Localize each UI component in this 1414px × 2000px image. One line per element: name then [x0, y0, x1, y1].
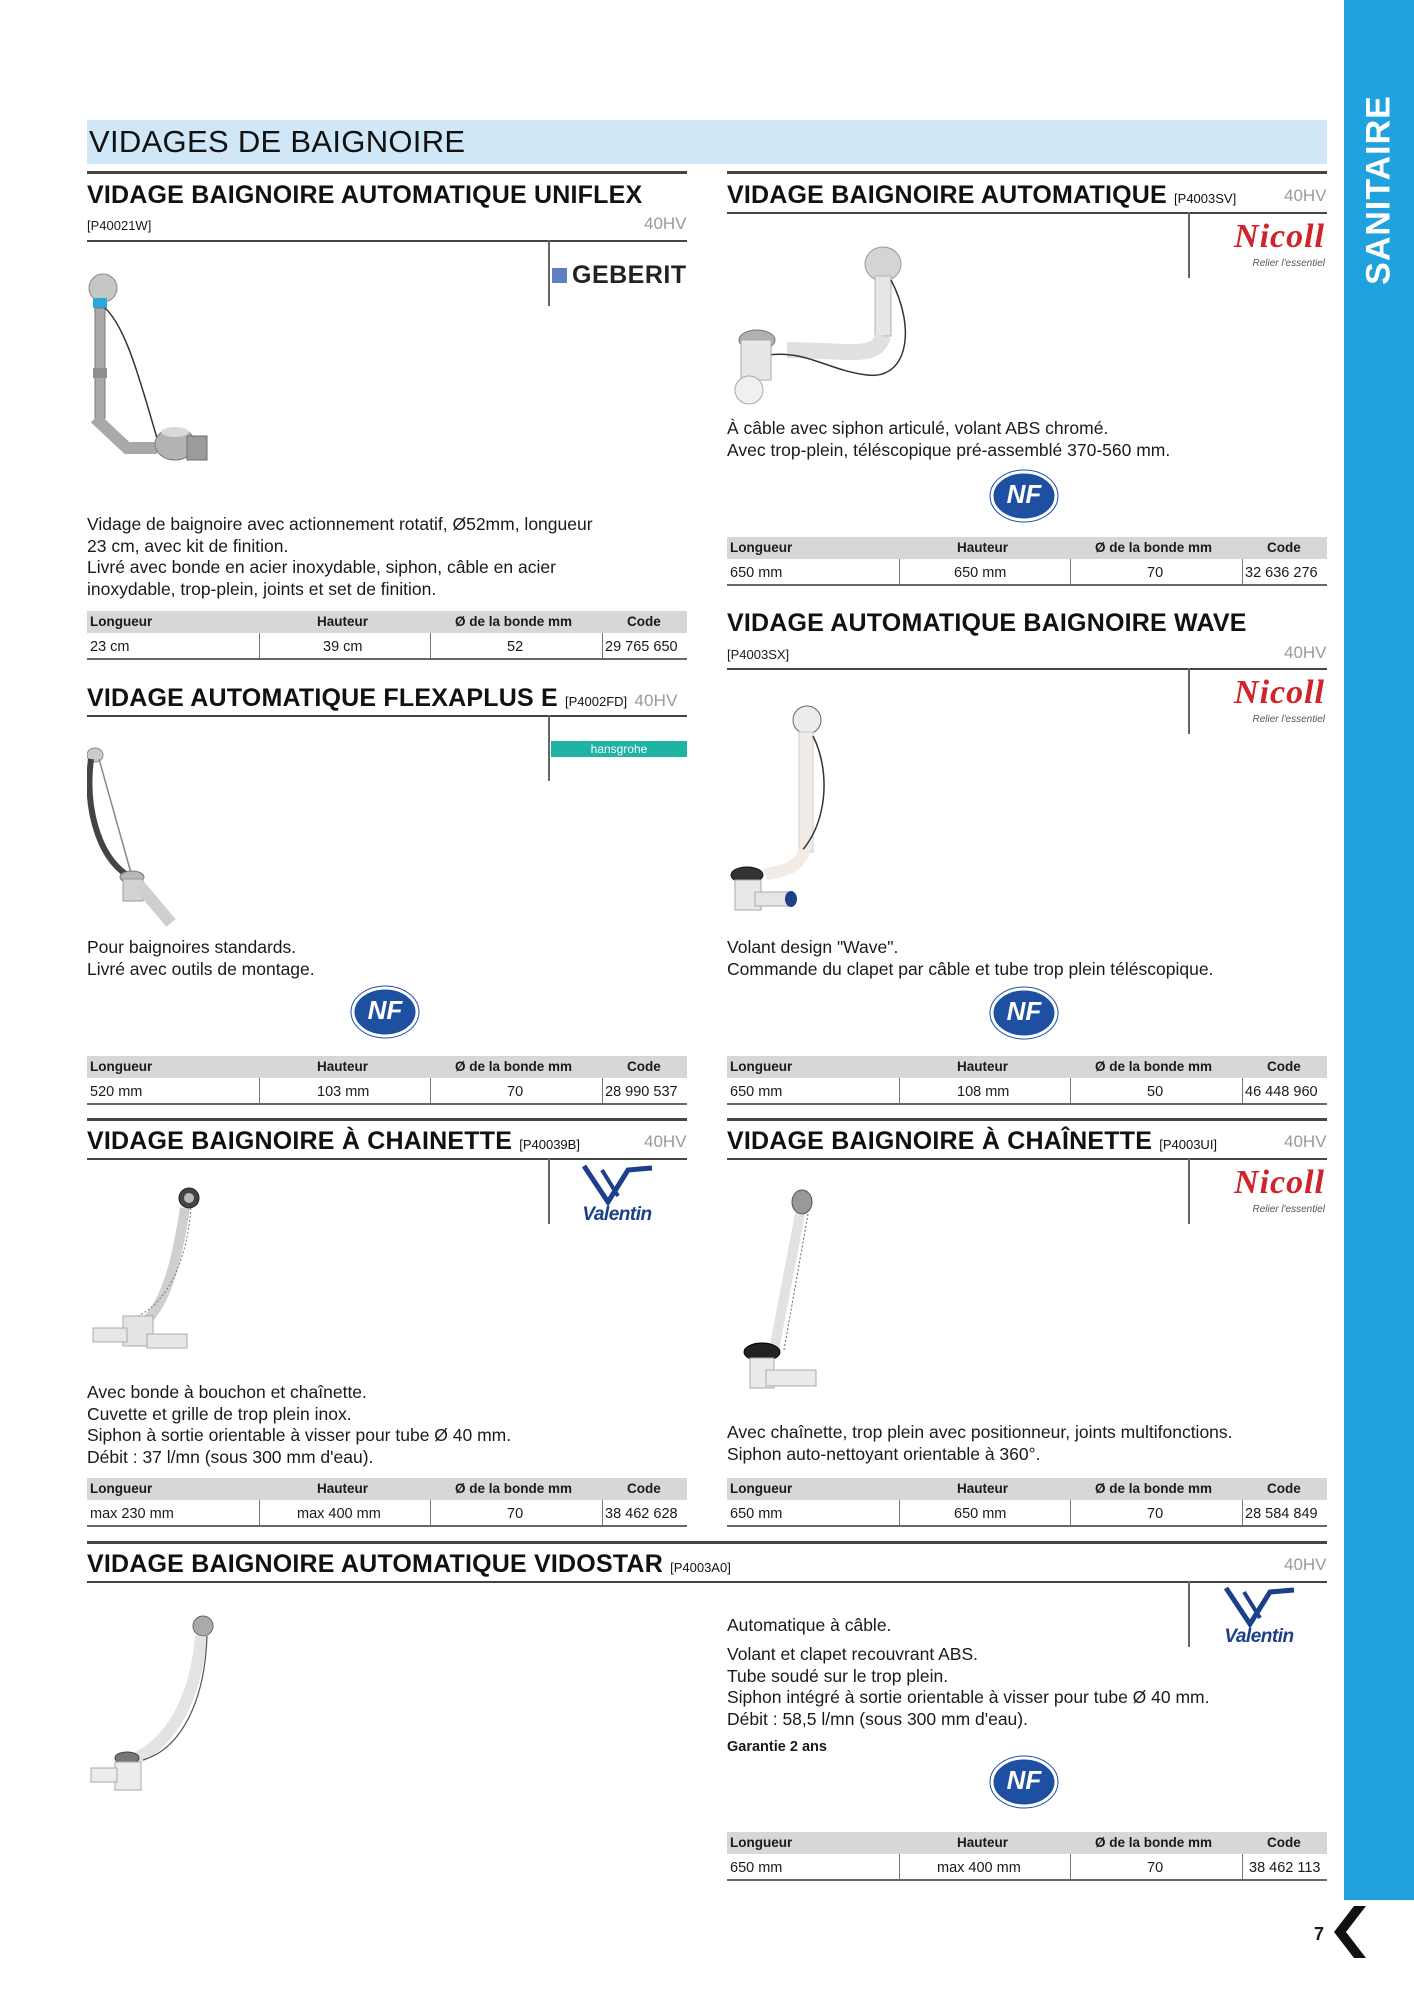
spec-header-length: Longueur: [730, 1481, 793, 1496]
product-image-uniflex: [87, 268, 217, 478]
product-description: [727, 1422, 1233, 1465]
product-description: [727, 1615, 891, 1637]
brand-tagline: Relier l'essentiel: [1252, 258, 1325, 269]
spec-length: 650 mm: [730, 1506, 783, 1522]
description-line: Livré avec bonde en acier inoxydable, siphon, câble en acier: [87, 557, 556, 577]
brand-name: Valentin: [582, 1204, 652, 1225]
valentin-v-icon: [572, 1162, 662, 1206]
product-title: [727, 1127, 1217, 1156]
divider: [727, 1158, 1327, 1160]
brand-logo-hansgrohe: hansgrohe: [551, 741, 687, 757]
title-text: VIDAGE BAIGNOIRE AUTOMATIQUE: [727, 181, 1167, 209]
product-image-wave: [725, 700, 835, 925]
description-line: À câble avec siphon articulé, volant ABS chromé.: [727, 418, 1109, 438]
description-line: Débit : 37 l/mn (sous 300 mm d'eau).: [87, 1446, 374, 1467]
product-image-automatique: [727, 240, 917, 410]
spec-header-height: Hauteur: [317, 1059, 369, 1074]
product-description: [727, 937, 1213, 980]
spec-header-code: Code: [1267, 1835, 1301, 1850]
product-description: [87, 1382, 511, 1468]
divider: [87, 1581, 1327, 1583]
spec-header-height: Hauteur: [957, 1481, 1009, 1496]
product-image-vidostar: [87, 1608, 227, 1798]
spec-height: 108 mm: [957, 1084, 1010, 1100]
spec-bottom-line: [727, 1879, 1327, 1881]
spec-separator: [259, 633, 260, 660]
description-line: Vidage de baignoire avec actionnement rotatif, Ø52mm, longueur: [87, 514, 593, 534]
product-hv: 40HV: [1284, 1132, 1327, 1151]
product-description: [727, 1644, 1209, 1730]
section-label: SANITAIRE: [1359, 95, 1398, 285]
spec-height: 650 mm: [954, 565, 1007, 581]
brand-name: Valentin: [1224, 1626, 1294, 1647]
spec-header-height: Hauteur: [957, 1835, 1009, 1850]
product-hv: 40HV: [644, 214, 687, 233]
product-ref: [P4003A0]: [670, 1560, 731, 1575]
spec-height: 39 cm: [323, 639, 363, 655]
spec-separator: [1070, 1500, 1071, 1527]
spec-header-length: Longueur: [730, 1835, 793, 1850]
divider: [87, 1158, 687, 1160]
product-hv: 40HV: [1284, 643, 1327, 662]
spec-bottom-line: [87, 1525, 687, 1527]
divider: [727, 668, 1327, 670]
spec-header-height: Hauteur: [957, 1059, 1009, 1074]
spec-diameter: 70: [507, 1084, 524, 1100]
spec-length: 23 cm: [90, 639, 130, 655]
spec-header-height: Hauteur: [317, 1481, 369, 1496]
spec-header-height: Hauteur: [957, 540, 1009, 555]
divider: [1188, 668, 1190, 734]
divider: [727, 171, 1327, 174]
spec-code: 32 636 276: [1245, 565, 1318, 581]
spec-separator: [899, 1854, 900, 1881]
spec-code: 38 462 113: [1249, 1860, 1321, 1876]
nf-certification-logo: [349, 985, 421, 1043]
spec-separator: [602, 633, 603, 660]
title-text: VIDAGE BAIGNOIRE AUTOMATIQUE VIDOSTAR: [87, 1550, 663, 1578]
spec-header-diameter: Ø de la bonde mm: [1095, 540, 1213, 555]
spec-bottom-line: [727, 584, 1327, 586]
spec-separator: [1242, 1500, 1243, 1527]
spec-bottom-line: [87, 658, 687, 660]
brand-logo-valentin: [1214, 1584, 1304, 1654]
spec-bottom-line: [87, 1103, 687, 1105]
spec-code: 46 448 960: [1245, 1084, 1318, 1100]
product-image-flexaplus: [87, 745, 197, 930]
product-title: [87, 1127, 580, 1156]
page-number: 7: [1314, 1924, 1325, 1944]
description-line: Siphon à sortie orientable à visser pour tube Ø 40 mm.: [87, 1425, 512, 1445]
description-line: Volant et clapet recouvrant ABS.: [727, 1644, 978, 1664]
spec-separator: [602, 1078, 603, 1105]
spec-height: 103 mm: [317, 1084, 370, 1100]
spec-separator: [1070, 1078, 1071, 1105]
nf-label: NF: [1006, 996, 1042, 1026]
spec-header-diameter: Ø de la bonde mm: [455, 1481, 573, 1496]
description-line: Volant design "Wave".: [727, 937, 899, 957]
spec-length: max 230 mm: [90, 1506, 174, 1522]
spec-header-code: Code: [627, 1481, 661, 1496]
spec-height: max 400 mm: [937, 1860, 1021, 1876]
spec-length: 520 mm: [90, 1084, 143, 1100]
divider: [87, 240, 687, 242]
brand-tagline: Relier l'essentiel: [1252, 1204, 1325, 1215]
brand-logo-valentin: [572, 1162, 662, 1232]
product-title: [87, 1550, 731, 1579]
description-line: Commande du clapet par câble et tube trop plein téléscopique.: [727, 958, 1214, 979]
description-line: Avec chaînette, trop plein avec positionneur, joints multifonctions.: [727, 1422, 1233, 1442]
divider: [548, 715, 550, 781]
title-text: VIDAGE BAIGNOIRE À CHAÎNETTE: [727, 1127, 1153, 1155]
title-text: VIDAGE AUTOMATIQUE FLEXAPLUS E: [87, 684, 558, 712]
spec-diameter: 70: [1147, 565, 1164, 581]
product-hv: 40HV: [644, 1132, 687, 1151]
spec-separator: [430, 1078, 431, 1105]
spec-header-length: Longueur: [90, 614, 153, 629]
product-hv: 40HV: [634, 691, 678, 710]
nf-certification-logo: [988, 469, 1060, 527]
divider: [548, 1158, 550, 1224]
product-title: [727, 181, 1236, 210]
spec-separator: [899, 1078, 900, 1105]
spec-header-length: Longueur: [730, 540, 793, 555]
product-title: VIDAGE AUTOMATIQUE BAIGNOIRE WAVE: [727, 609, 1247, 637]
spec-header-code: Code: [1267, 1481, 1301, 1496]
description-line: Siphon intégré à sortie orientable à visser pour tube Ø 40 mm.: [727, 1687, 1210, 1707]
divider: [1188, 1158, 1190, 1224]
valentin-v-icon: [1214, 1584, 1304, 1628]
spec-table: [727, 537, 1327, 587]
spec-header-row: [87, 1478, 687, 1500]
spec-diameter: 70: [507, 1506, 524, 1522]
page-arrow-icon: [1328, 1902, 1368, 1962]
brand-name: Nicoll: [1234, 1164, 1325, 1201]
spec-header-code: Code: [627, 614, 661, 629]
brand-logo-nicoll: [1192, 672, 1327, 732]
description-line: Livré avec outils de montage.: [87, 958, 315, 979]
spec-separator: [602, 1500, 603, 1527]
spec-code: 29 765 650: [605, 639, 678, 655]
nf-certification-logo: [988, 1755, 1060, 1813]
nf-label: NF: [1006, 479, 1042, 509]
description-line: Tube soudé sur le trop plein.: [727, 1665, 949, 1686]
product-description: [87, 937, 315, 980]
spec-diameter: 50: [1147, 1084, 1164, 1100]
product-ref: [P4003SX]: [727, 647, 790, 662]
spec-table: [727, 1478, 1327, 1528]
spec-diameter: 70: [1147, 1860, 1164, 1876]
description-line: 23 cm, avec kit de finition.: [87, 535, 289, 556]
spec-separator: [1242, 1854, 1243, 1881]
guarantee-label: Garantie 2 ans: [727, 1739, 827, 1755]
nf-label: NF: [367, 995, 403, 1025]
description-line: Cuvette et grille de trop plein inox.: [87, 1403, 352, 1424]
spec-code: 28 584 849: [1245, 1506, 1318, 1522]
title-text: VIDAGE BAIGNOIRE À CHAINETTE: [87, 1127, 513, 1155]
spec-height: 650 mm: [954, 1506, 1007, 1522]
spec-diameter: 70: [1147, 1506, 1164, 1522]
spec-separator: [259, 1500, 260, 1527]
spec-separator: [430, 633, 431, 660]
product-description: [727, 418, 1170, 461]
divider: [548, 240, 550, 306]
spec-header-code: Code: [627, 1059, 661, 1074]
spec-header-row: [727, 1056, 1327, 1078]
product-description: [87, 514, 593, 600]
spec-header-row: [87, 1056, 687, 1078]
spec-header-diameter: Ø de la bonde mm: [455, 1059, 573, 1074]
spec-header-row: [727, 1832, 1327, 1854]
product-ref: [P4002FD]: [565, 694, 628, 709]
spec-header-diameter: Ø de la bonde mm: [1095, 1481, 1213, 1496]
product-ref: [P4003UI]: [1159, 1137, 1218, 1152]
spec-table: [727, 1056, 1327, 1106]
spec-code: 28 990 537: [605, 1084, 678, 1100]
brand-logo-nicoll: [1192, 1162, 1327, 1222]
description-line: Pour baignoires standards.: [87, 937, 297, 957]
spec-separator: [1070, 559, 1071, 586]
divider: [87, 715, 687, 717]
spec-header-row: [727, 537, 1327, 559]
spec-length: 650 mm: [730, 1084, 783, 1100]
spec-length: 650 mm: [730, 565, 783, 581]
description-line: inoxydable, trop-plein, joints et set de finition.: [87, 578, 437, 599]
product-title: [87, 684, 678, 713]
spec-separator: [899, 1500, 900, 1527]
spec-header-length: Longueur: [730, 1059, 793, 1074]
spec-header-length: Longueur: [90, 1481, 153, 1496]
divider: [1188, 1581, 1190, 1647]
spec-header-height: Hauteur: [317, 614, 369, 629]
spec-separator: [1070, 1854, 1071, 1881]
product-ref: [P40021W]: [87, 218, 152, 233]
nf-certification-logo: [988, 986, 1060, 1044]
brand-name: Nicoll: [1234, 218, 1325, 255]
spec-header-diameter: Ø de la bonde mm: [1095, 1059, 1213, 1074]
product-hv: 40HV: [1284, 1555, 1327, 1574]
description-line: Avec bonde à bouchon et chaînette.: [87, 1382, 367, 1402]
divider: [1188, 212, 1190, 278]
description-line: Avec trop-plein, téléscopique pré-assemblé 370-560 mm.: [727, 439, 1171, 460]
spec-header-length: Longueur: [90, 1059, 153, 1074]
spec-table: [727, 1832, 1327, 1882]
product-title: VIDAGE BAIGNOIRE AUTOMATIQUE UNIFLEX: [87, 181, 643, 209]
divider: [87, 1541, 1327, 1544]
spec-separator: [1242, 1078, 1243, 1105]
description-line: Débit : 58,5 l/mn (sous 300 mm d'eau).: [727, 1708, 1028, 1729]
divider: [727, 212, 1327, 214]
spec-table: [87, 1478, 687, 1528]
product-image-chainette: [87, 1180, 207, 1360]
spec-header-code: Code: [1267, 1059, 1301, 1074]
spec-length: 650 mm: [730, 1860, 783, 1876]
spec-bottom-line: [727, 1525, 1327, 1527]
product-ref: [P40039B]: [519, 1137, 580, 1152]
brand-name: Nicoll: [1234, 674, 1325, 711]
nf-label: NF: [1006, 1765, 1042, 1795]
spec-header-diameter: Ø de la bonde mm: [455, 614, 573, 629]
brand-name: GEBERIT: [572, 261, 687, 289]
description-line: Siphon auto-nettoyant orientable à 360°.: [727, 1443, 1041, 1464]
spec-header-code: Code: [1267, 540, 1301, 555]
divider: [87, 171, 687, 174]
spec-separator: [430, 1500, 431, 1527]
brand-logo-nicoll: [1192, 216, 1327, 276]
product-image-chainette-nicoll: [722, 1180, 822, 1400]
brand-tagline: Relier l'essentiel: [1252, 714, 1325, 725]
section-tab: [1344, 0, 1414, 300]
spec-table: [87, 1056, 687, 1106]
brand-logo-geberit: [552, 261, 687, 290]
product-hv: 40HV: [1284, 186, 1327, 205]
description-line: Automatique à câble.: [727, 1615, 892, 1635]
spec-header-diameter: Ø de la bonde mm: [1095, 1835, 1213, 1850]
product-ref: [P4003SV]: [1174, 191, 1237, 206]
spec-separator: [899, 559, 900, 586]
geberit-square-icon: [552, 268, 567, 283]
page-header: [87, 120, 1327, 164]
spec-height: max 400 mm: [297, 1506, 381, 1522]
spec-bottom-line: [727, 1103, 1327, 1105]
spec-header-row: [727, 1478, 1327, 1500]
spec-code: 38 462 628: [605, 1506, 678, 1522]
divider: [87, 1118, 687, 1121]
page-title: VIDAGES DE BAIGNOIRE: [89, 124, 466, 159]
divider: [727, 1118, 1327, 1121]
spec-separator: [1242, 559, 1243, 586]
spec-separator: [259, 1078, 260, 1105]
spec-diameter: 52: [507, 639, 524, 655]
spec-table: [87, 611, 687, 661]
spec-header-row: [87, 611, 687, 633]
